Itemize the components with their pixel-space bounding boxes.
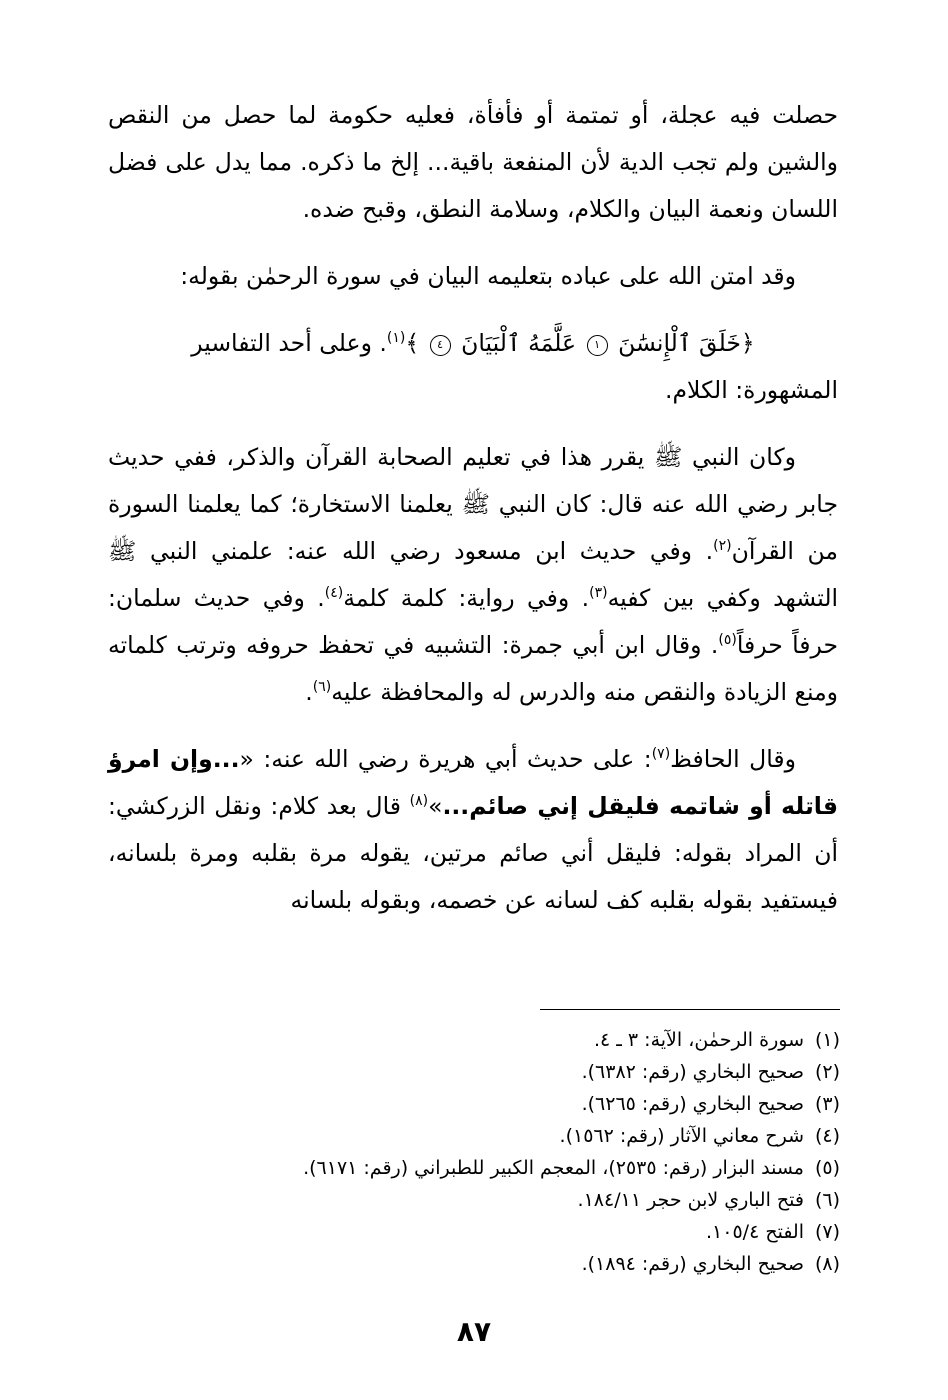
footnote-text: شرح معاني الآثار (رقم: ١٥٦٢). bbox=[559, 1125, 804, 1147]
paragraph-3-text-a: وكان النبي ﷺ يقرر هذا في تعليم الصحابة القرآن والذكر، ففي حديث جابر رضي الله عنه قال: كان النبي ﷺ يعلمنا الاستخارة؛ كما يعلمنا السورة من القرآن bbox=[108, 443, 838, 565]
footnotes-section bbox=[110, 1009, 840, 1281]
footnote-item bbox=[110, 1152, 840, 1184]
page-body bbox=[108, 92, 838, 924]
paragraph-2b bbox=[108, 367, 838, 414]
paragraph-3-text-d: . وفي حديث سلمان: حرفاً حرفاً bbox=[108, 584, 838, 659]
footnote-list bbox=[110, 1024, 840, 1280]
footnote-item bbox=[110, 1120, 840, 1152]
footnote-item bbox=[110, 1088, 840, 1120]
paragraph-3 bbox=[108, 434, 838, 716]
quran-verse-block bbox=[108, 320, 838, 367]
footnote-marker-4: (٤) bbox=[324, 585, 344, 602]
footnote-marker-1: (١) bbox=[386, 330, 406, 347]
page-number: ٨٧ bbox=[456, 1315, 492, 1348]
ayah-number-marker-1: ١ bbox=[587, 335, 608, 356]
footnote-text: فتح الباري لابن حجر ١٨٤/١١. bbox=[577, 1189, 804, 1211]
paragraph-3-text-e: . وقال ابن أبي جمرة: التشبيه في تحفظ حروفه وترتب كلماته ومنع الزيادة والنقص منه والدرس له والمحافظة عليه bbox=[108, 631, 838, 706]
footnote-item bbox=[110, 1056, 840, 1088]
footnote-item bbox=[110, 1024, 840, 1056]
footnote-item bbox=[110, 1248, 840, 1280]
ayah-number-marker-2: ٤ bbox=[430, 335, 451, 356]
footnote-text: سورة الرحمٰن، الآية: ٣ ـ ٤. bbox=[594, 1029, 804, 1051]
footnote-text: مسند البزار (رقم: ٢٥٣٥)، المعجم الكبير للطبراني (رقم: ٦١٧١). bbox=[303, 1157, 804, 1179]
hadith-quote-text: ...وإن امرؤ قاتله أو شاتمه فليقل إني صائم... bbox=[108, 745, 838, 820]
paragraph-4-text-b: : على حديث أبي هريرة رضي الله عنه: « bbox=[239, 745, 652, 773]
footnote-number: (٢) bbox=[814, 1061, 840, 1083]
footnote-item bbox=[110, 1184, 840, 1216]
paragraph-2b-text: المشهورة: الكلام. bbox=[665, 376, 838, 404]
paragraph-2 bbox=[108, 253, 838, 300]
footnote-item bbox=[110, 1216, 840, 1248]
footnote-marker-3: (٣) bbox=[589, 585, 608, 602]
footnote-marker-8: (٨) bbox=[409, 793, 429, 810]
paragraph-1-text: حصلت فيه عجلة، أو تمتمة أو فأفأة، فعليه حكومة لما حصل من النقص والشين ولم تجب الدية لأن المنفعة باقية... إلخ ما ذكره. مما يدل على فضل اللسان ونعمة البيان والكلام، وسلامة النطق، وقبح ضده. bbox=[108, 101, 838, 223]
paragraph-4-text-a: وقال الحافظ bbox=[670, 745, 796, 773]
paragraph-2-text: وقد امتن الله على عباده بتعليمه البيان في سورة الرحمٰن بقوله: bbox=[180, 262, 796, 290]
footnote-number: (٥) bbox=[814, 1157, 840, 1179]
footnote-number: (٣) bbox=[814, 1093, 840, 1115]
footnote-number: (١) bbox=[814, 1029, 840, 1051]
paragraph-3-text-c: . وفي رواية: كلمة كلمة bbox=[343, 584, 590, 612]
footnote-number: (٧) bbox=[814, 1221, 840, 1243]
paragraph-4-text-e: قال بعد كلام: ونقل الزركشي: أن المراد بقوله: فليقل أني صائم مرتين، يقوله مرة بقلبه ومرة بلسانه، فيستفيد بقوله بقلبه كف لسانه عن خصمه، وبقوله بلسانه bbox=[108, 792, 838, 914]
footnote-marker-5: (٥) bbox=[718, 632, 737, 649]
paragraph-1 bbox=[108, 92, 838, 233]
quran-text-middle: عَلَّمَهُ ٱلْبَيَانَ bbox=[461, 329, 577, 357]
footnote-marker-2: (٢) bbox=[713, 538, 732, 555]
footnote-marker-6: (٦) bbox=[312, 679, 332, 696]
footnote-number: (٤) bbox=[814, 1125, 840, 1147]
footnote-text: صحيح البخاري (رقم: ١٨٩٤). bbox=[581, 1253, 804, 1275]
footnote-text: صحيح البخاري (رقم: ٦٢٦٥). bbox=[581, 1093, 804, 1115]
quran-tail-text: . وعلى أحد التفاسير bbox=[191, 329, 387, 357]
footnote-number: (٨) bbox=[814, 1253, 840, 1275]
paragraph-4 bbox=[108, 736, 838, 924]
paragraph-3-text-f: . bbox=[305, 678, 313, 706]
quran-text-before: ﴿خَلَقَ ٱلْإِنسَٰنَ bbox=[618, 329, 755, 357]
footnote-number: (٦) bbox=[814, 1189, 840, 1211]
quran-verse-line bbox=[108, 320, 838, 367]
footnote-separator-rule bbox=[540, 1009, 840, 1011]
paragraph-3-text-b: . وفي حديث ابن مسعود رضي الله عنه: علمني النبي ﷺ التشهد وكفي بين كفيه bbox=[108, 537, 839, 612]
footnote-text: صحيح البخاري (رقم: ٦٣٨٢). bbox=[581, 1061, 804, 1083]
paragraph-4-text-d: » bbox=[428, 792, 443, 820]
footnote-marker-7: (٧) bbox=[651, 746, 671, 763]
footnote-text: الفتح ١٠٥/٤. bbox=[706, 1221, 804, 1243]
quran-text-after: ﴾ bbox=[405, 329, 420, 357]
